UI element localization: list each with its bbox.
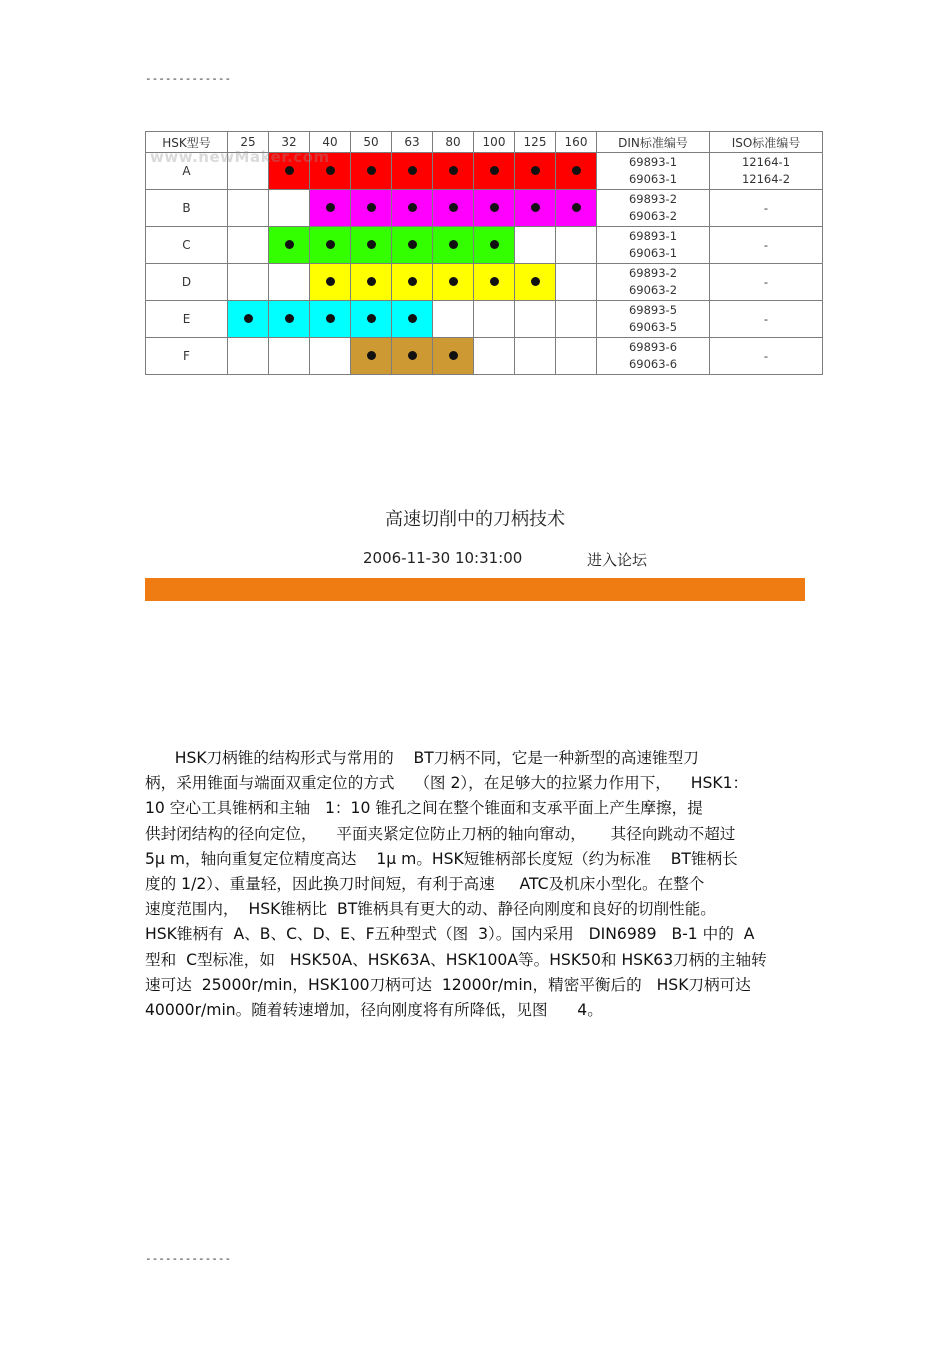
type-cell: A bbox=[146, 153, 228, 190]
din-cell bbox=[597, 227, 710, 264]
size-cell bbox=[515, 264, 556, 301]
size-cell bbox=[474, 153, 515, 190]
size-cell bbox=[351, 264, 392, 301]
din-code: 69893-2 bbox=[628, 266, 678, 280]
size-cell bbox=[392, 190, 433, 227]
size-cell bbox=[351, 190, 392, 227]
article-date: 2006-11-30 10:31:00 bbox=[363, 549, 523, 567]
availability-dot-icon bbox=[449, 203, 458, 212]
paragraph-line: 速可达 25000r/min，HSK100刀柄可达 12000r/min，精密平衡后的 HSK刀柄可达 bbox=[145, 975, 751, 994]
availability-dot-icon bbox=[326, 166, 335, 175]
forum-link[interactable]: 进入论坛 bbox=[587, 551, 648, 569]
iso-cell bbox=[710, 227, 823, 264]
size-cell bbox=[269, 153, 310, 190]
availability-dot-icon bbox=[531, 166, 540, 175]
paragraph-line: 型和 C型标准，如 HSK50A、HSK63A、HSK100A等。HSK50和 HSK63刀柄的主轴转 bbox=[145, 950, 767, 969]
din-cell bbox=[597, 301, 710, 338]
iso-code: 12164-1 bbox=[741, 155, 791, 169]
size-cell bbox=[351, 153, 392, 190]
article-title: 高速切削中的刀柄技术 bbox=[385, 509, 565, 530]
availability-dot-icon bbox=[367, 277, 376, 286]
availability-dot-icon bbox=[367, 351, 376, 360]
size-cell bbox=[269, 227, 310, 264]
size-cell bbox=[310, 264, 351, 301]
paragraph-line: 5μ m，轴向重复定位精度高达 1μ m。HSK短锥柄部长度短（约为标准 BT锥柄长 bbox=[145, 849, 738, 868]
availability-dot-icon bbox=[367, 314, 376, 323]
din-code: 69893-1 bbox=[628, 155, 678, 169]
table-row bbox=[146, 264, 823, 301]
size-cell bbox=[433, 190, 474, 227]
paragraph-line: 度的 1/2）、重量轻，因此换刀时间短，有利于高速 ATC及机床小型化。在整个 bbox=[145, 874, 705, 893]
paragraph-line: 40000r/min。随着转速增加，径向刚度将有所降低，见图 4。 bbox=[145, 1000, 603, 1019]
orange-divider-bar bbox=[145, 578, 805, 601]
din-code: 69063-5 bbox=[628, 320, 678, 334]
availability-dot-icon bbox=[449, 277, 458, 286]
size-cell bbox=[556, 190, 597, 227]
size-cell bbox=[269, 264, 310, 301]
availability-dot-icon bbox=[490, 240, 499, 249]
size-cell bbox=[515, 153, 556, 190]
size-cell bbox=[228, 190, 269, 227]
din-code: 69893-2 bbox=[628, 192, 678, 206]
availability-dot-icon bbox=[572, 166, 581, 175]
size-cell bbox=[228, 153, 269, 190]
size-cell bbox=[556, 227, 597, 264]
availability-dot-icon bbox=[367, 166, 376, 175]
availability-dot-icon bbox=[490, 203, 499, 212]
din-cell bbox=[597, 264, 710, 301]
availability-dot-icon bbox=[367, 240, 376, 249]
din-code: 69063-1 bbox=[628, 246, 678, 260]
size-cell bbox=[515, 301, 556, 338]
type-cell: B bbox=[146, 190, 228, 227]
paragraph-line: 供封闭结构的径向定位， 平面夹紧定位防止刀柄的轴向窜动， 其径向跳动不超过 bbox=[145, 824, 736, 843]
size-cell bbox=[392, 153, 433, 190]
article-paragraph bbox=[145, 746, 813, 1023]
type-cell: E bbox=[146, 301, 228, 338]
size-cell bbox=[556, 301, 597, 338]
din-cell bbox=[597, 190, 710, 227]
paragraph-line: HSK刀柄锥的结构形式与常用的 BT刀柄不同，它是一种新型的高速锥型刀 bbox=[145, 749, 699, 767]
table-header-cell: 50 bbox=[351, 132, 392, 153]
availability-dot-icon bbox=[531, 277, 540, 286]
table-row bbox=[146, 153, 823, 190]
table-header-row bbox=[146, 132, 823, 153]
size-cell bbox=[310, 338, 351, 375]
iso-code: - bbox=[763, 274, 769, 289]
hsk-spec-table bbox=[145, 131, 823, 375]
size-cell bbox=[310, 227, 351, 264]
size-cell bbox=[433, 153, 474, 190]
din-code: 69063-2 bbox=[628, 209, 678, 223]
size-cell bbox=[474, 190, 515, 227]
size-cell bbox=[515, 338, 556, 375]
table-header-cell: 40 bbox=[310, 132, 351, 153]
din-code: 69893-6 bbox=[628, 340, 678, 354]
size-cell bbox=[556, 338, 597, 375]
iso-code: - bbox=[763, 348, 769, 363]
table-header-cell: 100 bbox=[474, 132, 515, 153]
size-cell bbox=[556, 264, 597, 301]
availability-dot-icon bbox=[326, 240, 335, 249]
availability-dot-icon bbox=[367, 203, 376, 212]
top-separator: ------------- bbox=[145, 72, 232, 85]
table-header-cell: HSK型号 bbox=[146, 132, 228, 153]
availability-dot-icon bbox=[449, 351, 458, 360]
iso-cell bbox=[710, 153, 823, 190]
type-cell: C bbox=[146, 227, 228, 264]
table-header-cell: 160 bbox=[556, 132, 597, 153]
size-cell bbox=[269, 301, 310, 338]
paragraph-line: 柄，采用锥面与端面双重定位的方式 （图 2），在足够大的拉紧力作用下， HSK1： bbox=[145, 774, 749, 793]
table-row bbox=[146, 190, 823, 227]
size-cell bbox=[269, 190, 310, 227]
paragraph-line: 速度范围内， HSK锥柄比 BT锥柄具有更大的动、静径向刚度和良好的切削性能。 bbox=[145, 900, 716, 919]
availability-dot-icon bbox=[408, 351, 417, 360]
iso-code: 12164-2 bbox=[741, 172, 791, 186]
size-cell bbox=[310, 301, 351, 338]
paragraph-line: HSK锥柄有 A、B、C、D、E、F五种型式（图 3）。国内采用 DIN6989 B-1 中的 A bbox=[145, 925, 755, 944]
availability-dot-icon bbox=[531, 203, 540, 212]
table-row bbox=[146, 338, 823, 375]
table-row bbox=[146, 227, 823, 264]
availability-dot-icon bbox=[285, 314, 294, 323]
availability-dot-icon bbox=[449, 166, 458, 175]
size-cell bbox=[228, 264, 269, 301]
size-cell bbox=[228, 227, 269, 264]
table-header-cell: 125 bbox=[515, 132, 556, 153]
iso-code: - bbox=[763, 200, 769, 215]
din-code: 69063-6 bbox=[628, 357, 678, 371]
size-cell bbox=[433, 301, 474, 338]
availability-dot-icon bbox=[326, 314, 335, 323]
availability-dot-icon bbox=[490, 277, 499, 286]
size-cell bbox=[433, 338, 474, 375]
table-header-cell: 32 bbox=[269, 132, 310, 153]
paragraph-line: 10 空心工具锥柄和主轴 1：10 锥孔之间在整个锥面和支承平面上产生摩擦，提 bbox=[145, 799, 703, 818]
type-cell: F bbox=[146, 338, 228, 375]
size-cell bbox=[392, 264, 433, 301]
size-cell bbox=[515, 190, 556, 227]
size-cell bbox=[310, 190, 351, 227]
availability-dot-icon bbox=[408, 314, 417, 323]
iso-cell bbox=[710, 190, 823, 227]
availability-dot-icon bbox=[408, 240, 417, 249]
din-code: 69063-2 bbox=[628, 283, 678, 297]
din-code: 69893-5 bbox=[628, 303, 678, 317]
table-header-cell: 25 bbox=[228, 132, 269, 153]
availability-dot-icon bbox=[449, 240, 458, 249]
availability-dot-icon bbox=[408, 203, 417, 212]
size-cell bbox=[392, 338, 433, 375]
iso-code: - bbox=[763, 311, 769, 326]
size-cell bbox=[269, 338, 310, 375]
din-code: 69063-1 bbox=[628, 172, 678, 186]
size-cell bbox=[515, 227, 556, 264]
table-header-cell: 63 bbox=[392, 132, 433, 153]
iso-cell bbox=[710, 301, 823, 338]
size-cell bbox=[433, 227, 474, 264]
size-cell bbox=[392, 301, 433, 338]
table-header-cell: ISO标准编号 bbox=[710, 132, 823, 153]
type-cell: D bbox=[146, 264, 228, 301]
availability-dot-icon bbox=[326, 203, 335, 212]
availability-dot-icon bbox=[244, 314, 253, 323]
iso-code: - bbox=[763, 237, 769, 252]
availability-dot-icon bbox=[408, 277, 417, 286]
size-cell bbox=[351, 227, 392, 264]
table-header-cell: 80 bbox=[433, 132, 474, 153]
size-cell bbox=[228, 338, 269, 375]
availability-dot-icon bbox=[408, 166, 417, 175]
din-cell bbox=[597, 338, 710, 375]
availability-dot-icon bbox=[285, 240, 294, 249]
din-code: 69893-1 bbox=[628, 229, 678, 243]
iso-cell bbox=[710, 264, 823, 301]
size-cell bbox=[433, 264, 474, 301]
size-cell bbox=[310, 153, 351, 190]
table-row bbox=[146, 301, 823, 338]
size-cell bbox=[351, 301, 392, 338]
availability-dot-icon bbox=[285, 166, 294, 175]
din-cell bbox=[597, 153, 710, 190]
size-cell bbox=[228, 301, 269, 338]
availability-dot-icon bbox=[572, 203, 581, 212]
iso-cell bbox=[710, 338, 823, 375]
size-cell bbox=[351, 338, 392, 375]
size-cell bbox=[392, 227, 433, 264]
size-cell bbox=[556, 153, 597, 190]
size-cell bbox=[474, 264, 515, 301]
size-cell bbox=[474, 338, 515, 375]
size-cell bbox=[474, 227, 515, 264]
availability-dot-icon bbox=[326, 277, 335, 286]
table-header-cell: DIN标准编号 bbox=[597, 132, 710, 153]
bottom-separator: ------------- bbox=[145, 1252, 232, 1265]
size-cell bbox=[474, 301, 515, 338]
watermark: www.newMaker.com bbox=[150, 148, 330, 166]
availability-dot-icon bbox=[490, 166, 499, 175]
